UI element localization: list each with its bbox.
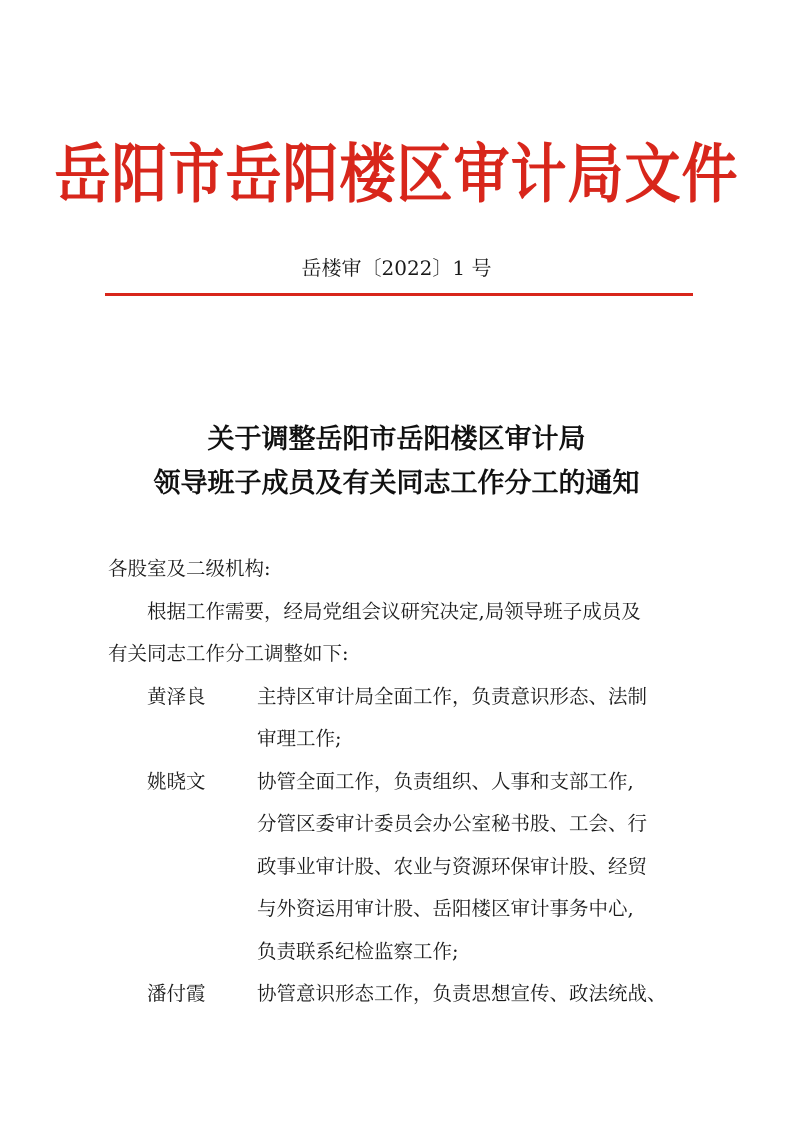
duty-line: 政事业审计股、农业与资源环保审计股、经贸	[257, 854, 648, 878]
duty-line: 负责联系纪检监察工作;	[257, 939, 459, 963]
notice-title	[0, 418, 793, 506]
duty-description	[243, 973, 698, 1016]
duty-person-name: 姚晓文	[147, 769, 206, 793]
duty-person-name: 黄泽良	[147, 684, 206, 708]
document-header-title: 岳阳市岳阳楼区审计局文件	[54, 138, 739, 213]
notice-title-line-2: 领导班子成员及有关同志工作分工的通知	[153, 468, 640, 499]
intro-line-1: 根据工作需要，经局党组会议研究决定,局领导班子成员及	[147, 599, 641, 623]
notice-title-line-1: 关于调整岳阳市岳阳楼区审计局	[207, 424, 586, 455]
header-divider	[105, 293, 693, 296]
duty-line: 协管意识形态工作，负责思想宣传、政法统战、	[257, 982, 667, 1005]
duty-entry-yao	[108, 761, 698, 974]
duty-line: 审理工作;	[257, 727, 342, 750]
duty-person-name: 潘付霞	[147, 982, 206, 1005]
salutation: 各股室及二级机构:	[108, 557, 271, 580]
duty-entry-huang	[108, 676, 698, 761]
notice-body	[108, 548, 698, 1016]
duty-description	[243, 676, 698, 761]
duty-line: 主持区审计局全面工作，负责意识形态、法制	[257, 684, 648, 708]
document-number: 岳楼审〔2022〕1 号	[301, 256, 492, 280]
duty-entry-pan	[108, 973, 698, 1016]
duty-line: 协管全面工作，负责组织、人事和支部工作,	[257, 769, 634, 793]
duty-line: 分管区委审计委员会办公室秘书股、工会、行	[257, 812, 648, 835]
duty-line: 与外资运用审计股、岳阳楼区审计事务中心,	[257, 897, 634, 920]
intro-line-2: 有关同志工作分工调整如下:	[108, 642, 349, 665]
duty-description	[243, 761, 698, 974]
